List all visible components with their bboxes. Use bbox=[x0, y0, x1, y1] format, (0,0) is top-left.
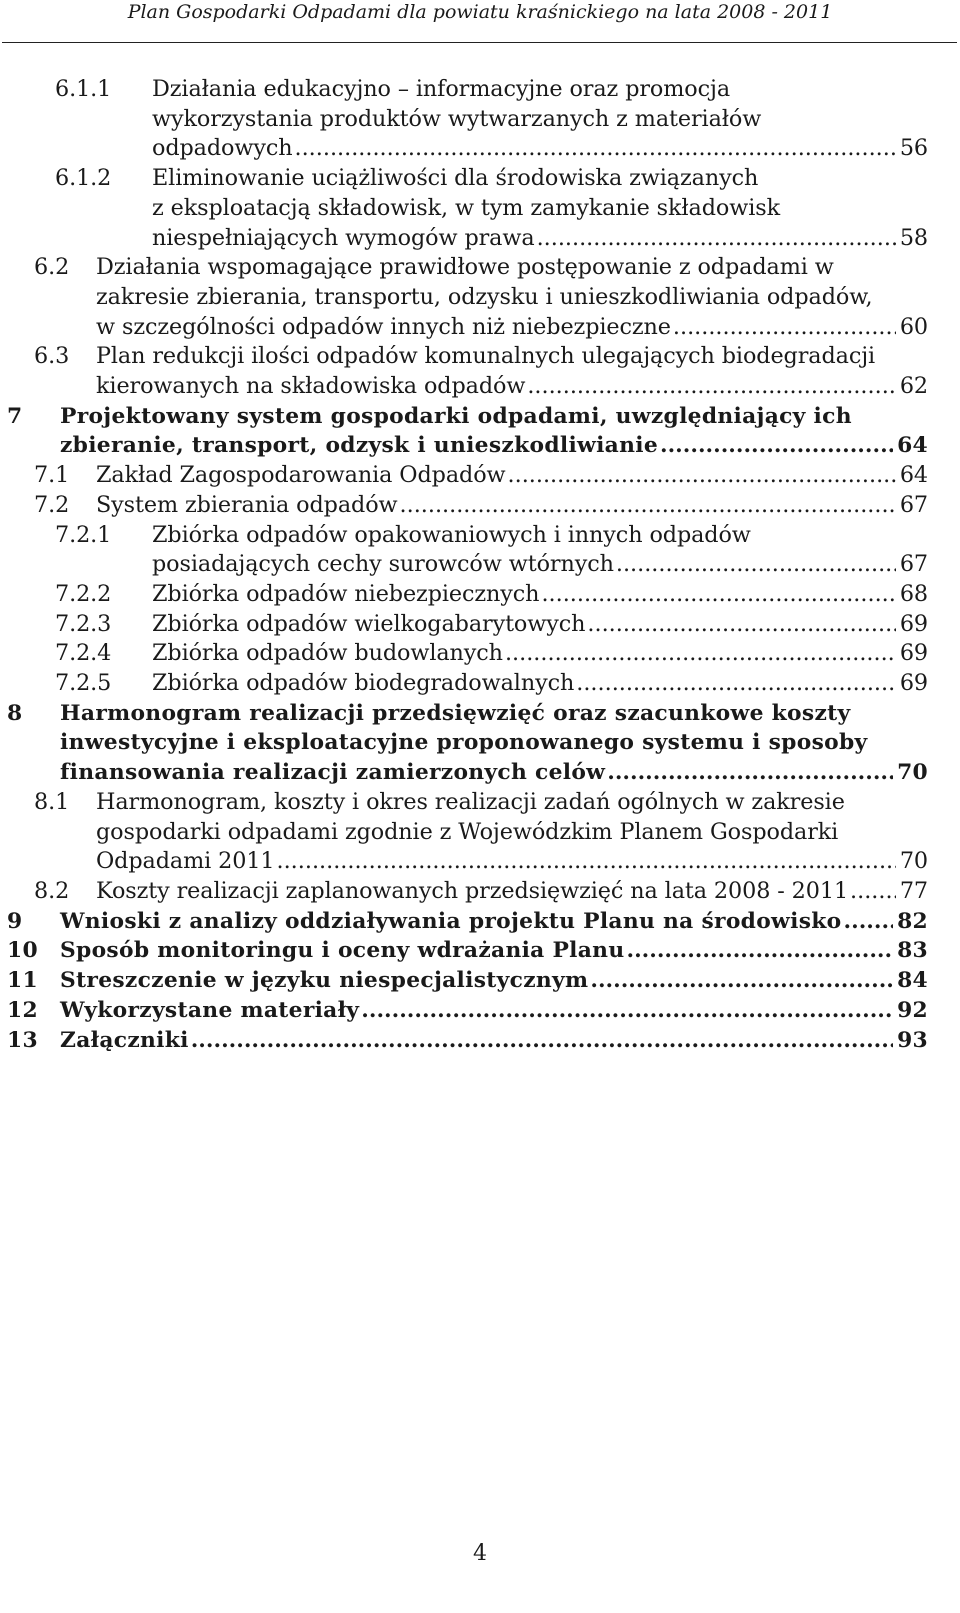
dot-leader bbox=[295, 134, 896, 164]
toc-entry-page-number: 77 bbox=[899, 877, 928, 904]
toc-entry-last-line bbox=[60, 996, 928, 1026]
toc-entry[interactable] bbox=[0, 639, 960, 669]
toc-entry-number: 7.2.1 bbox=[55, 521, 112, 548]
toc-entry-number: 6.1.2 bbox=[55, 165, 112, 192]
toc-entry-title-line: Działania edukacyjno – informacyjne oraz promocja bbox=[152, 76, 731, 102]
toc-entry-body bbox=[60, 907, 928, 937]
dot-leader bbox=[505, 639, 896, 669]
toc-entry-page-number: 70 bbox=[899, 848, 928, 875]
toc-entry-last-line bbox=[60, 758, 928, 788]
toc-entry-number: 7.1 bbox=[34, 462, 70, 489]
toc-entry[interactable] bbox=[0, 461, 960, 491]
dot-leader bbox=[587, 610, 895, 640]
toc-entry-title-line: Streszczenie w języku niespecjalistycznym bbox=[60, 968, 589, 994]
dot-leader bbox=[607, 758, 893, 788]
toc-entry-page-number: 56 bbox=[899, 135, 928, 162]
toc-entry-number: 13 bbox=[7, 1027, 38, 1053]
toc-entry-title-line: Działania wspomagające prawidłowe postępowanie z odpadami w bbox=[96, 254, 834, 281]
dot-leader bbox=[660, 431, 893, 461]
toc-entry[interactable] bbox=[0, 1026, 960, 1056]
toc-entry-title-line: Eliminowanie uciążliwości dla środowiska związanych bbox=[152, 165, 759, 192]
toc-entry-last-line bbox=[96, 372, 928, 402]
toc-entry[interactable] bbox=[0, 699, 960, 788]
toc-entry-title-line: Plan redukcji ilości odpadów komunalnych ulegających biodegradacji bbox=[96, 343, 876, 370]
toc-entry[interactable] bbox=[0, 788, 960, 877]
toc-entry-number: 6.1.1 bbox=[55, 76, 112, 102]
toc-entry-title-line: odpadowych bbox=[152, 135, 293, 162]
toc-entry-title-line: finansowania realizacji zamierzonych celów bbox=[60, 760, 606, 786]
toc-entry-title-line: Projektowany system gospodarki odpadami, uwzględniający ich bbox=[60, 403, 852, 429]
toc-entry-page-number: 64 bbox=[897, 433, 928, 459]
toc-entry-page-number: 64 bbox=[899, 462, 928, 489]
toc-entry-body bbox=[60, 966, 928, 996]
toc-entry-number: 9 bbox=[7, 908, 23, 934]
toc-entry-page-number: 67 bbox=[899, 551, 928, 578]
table-of-contents bbox=[0, 75, 960, 1055]
toc-entry-title-line: z eksploatacją składowisk, w tym zamykanie składowisk bbox=[152, 194, 781, 221]
toc-entry-body bbox=[152, 164, 928, 253]
toc-entry-title-line: inwestycyjne i eksploatacyjne proponowanego systemu i sposoby bbox=[60, 730, 868, 756]
toc-entry[interactable] bbox=[0, 402, 960, 461]
toc-entry[interactable] bbox=[0, 966, 960, 996]
toc-entry-number: 8.2 bbox=[34, 877, 70, 904]
toc-entry-title-line: niespełniających wymogów prawa bbox=[152, 224, 535, 251]
toc-entry-last-line bbox=[152, 134, 928, 164]
toc-entry-title-line: kierowanych na składowiska odpadów bbox=[96, 373, 526, 400]
toc-entry-title-line: Zakład Zagospodarowania Odpadów bbox=[96, 462, 506, 489]
toc-entry-body bbox=[96, 461, 928, 491]
dot-leader bbox=[576, 669, 896, 699]
toc-entry-title-line: Załączniki bbox=[60, 1027, 189, 1053]
toc-entry-body bbox=[60, 699, 928, 788]
toc-entry[interactable] bbox=[0, 907, 960, 937]
toc-entry-number: 7.2.2 bbox=[55, 580, 112, 607]
toc-entry-page-number: 69 bbox=[899, 610, 928, 637]
toc-entry-body bbox=[152, 580, 928, 610]
toc-entry[interactable] bbox=[0, 580, 960, 610]
toc-entry-last-line bbox=[152, 610, 928, 640]
toc-entry-title-line: zakresie zbierania, transportu, odzysku i unieszkodliwiania odpadów, bbox=[96, 283, 873, 310]
toc-entry-body bbox=[60, 936, 928, 966]
toc-entry-page-number: 70 bbox=[897, 760, 928, 786]
toc-entry-body bbox=[60, 996, 928, 1026]
toc-entry-number: 8.1 bbox=[34, 788, 70, 815]
toc-entry-last-line bbox=[152, 550, 928, 580]
toc-entry-page-number: 69 bbox=[899, 640, 928, 667]
toc-entry-page-number: 58 bbox=[899, 224, 928, 251]
toc-entry-number: 7.2.5 bbox=[55, 670, 112, 697]
toc-entry-title-line: zbieranie, transport, odzysk i unieszkodliwianie bbox=[60, 433, 658, 459]
toc-entry-number: 7.2.3 bbox=[55, 610, 112, 637]
toc-entry-last-line bbox=[152, 639, 928, 669]
toc-entry-body bbox=[60, 1026, 928, 1056]
toc-entry-last-line bbox=[96, 847, 928, 877]
toc-entry[interactable] bbox=[0, 669, 960, 699]
toc-entry-last-line bbox=[96, 313, 928, 343]
dot-leader bbox=[191, 1026, 893, 1056]
dot-leader bbox=[277, 847, 896, 877]
toc-entry-number: 11 bbox=[7, 968, 38, 994]
toc-entry[interactable] bbox=[0, 491, 960, 521]
toc-entry-page-number: 82 bbox=[897, 908, 928, 934]
toc-entry-last-line bbox=[60, 936, 928, 966]
running-header: Plan Gospodarki Odpadami dla powiatu kraśnickiego na lata 2008 - 2011 bbox=[127, 1, 833, 23]
toc-entry-body bbox=[60, 402, 928, 461]
toc-entry-number: 12 bbox=[7, 997, 38, 1023]
toc-entry-page-number: 69 bbox=[899, 670, 928, 697]
toc-entry-page-number: 60 bbox=[899, 313, 928, 340]
toc-entry[interactable] bbox=[0, 610, 960, 640]
toc-entry-last-line bbox=[60, 907, 928, 937]
toc-entry-body bbox=[96, 342, 928, 401]
toc-entry-body bbox=[152, 639, 928, 669]
dot-leader bbox=[590, 966, 893, 996]
toc-entry-page-number: 84 bbox=[897, 968, 928, 994]
toc-entry-body bbox=[96, 788, 928, 877]
dot-leader bbox=[541, 580, 895, 610]
toc-entry-title-line: Zbiórka odpadów niebezpiecznych bbox=[152, 580, 540, 607]
toc-entry-page-number: 92 bbox=[897, 997, 928, 1023]
toc-entry-title-line: Wnioski z analizy oddziaływania projektu Planu na środowisko bbox=[60, 908, 842, 934]
toc-entry-page-number: 68 bbox=[899, 580, 928, 607]
toc-entry-last-line bbox=[60, 966, 928, 996]
dot-leader bbox=[508, 461, 896, 491]
toc-entry[interactable] bbox=[0, 521, 960, 580]
toc-entry-last-line bbox=[60, 1026, 928, 1056]
toc-entry-number: 10 bbox=[7, 938, 38, 964]
toc-entry-number: 7.2 bbox=[34, 491, 70, 518]
header-rule bbox=[2, 42, 957, 43]
toc-entry-last-line bbox=[152, 580, 928, 610]
dot-leader bbox=[616, 550, 896, 580]
toc-entry-number: 7 bbox=[7, 403, 23, 429]
dot-leader bbox=[850, 877, 896, 907]
toc-entry-title-line: Sposób monitoringu i oceny wdrażania Planu bbox=[60, 938, 625, 964]
dot-leader bbox=[537, 224, 896, 254]
toc-entry-number: 8 bbox=[7, 700, 23, 726]
toc-entry-page-number: 83 bbox=[897, 938, 928, 964]
toc-entry-title-line: Odpadami 2011 bbox=[96, 848, 275, 875]
toc-entry-number: 7.2.4 bbox=[55, 640, 112, 667]
dot-leader bbox=[673, 313, 896, 343]
toc-entry-title-line: Zbiórka odpadów wielkogabarytowych bbox=[152, 610, 586, 637]
dot-leader bbox=[527, 372, 896, 402]
toc-entry-title-line: gospodarki odpadami zgodnie z Wojewódzkim Planem Gospodarki bbox=[96, 818, 839, 845]
toc-entry[interactable] bbox=[0, 342, 960, 401]
toc-entry-title-line: wykorzystania produktów wytwarzanych z materiałów bbox=[152, 105, 762, 132]
toc-entry[interactable] bbox=[0, 253, 960, 342]
toc-entry-title-line: Zbiórka odpadów budowlanych bbox=[152, 640, 503, 667]
toc-entry[interactable] bbox=[0, 996, 960, 1026]
toc-entry-number: 6.2 bbox=[34, 254, 70, 281]
toc-entry-title-line: Wykorzystane materiały bbox=[60, 997, 360, 1023]
toc-entry-last-line bbox=[152, 224, 928, 254]
toc-entry[interactable] bbox=[0, 75, 960, 164]
toc-entry-title-line: System zbierania odpadów bbox=[96, 491, 398, 518]
toc-entry-title-line: Koszty realizacji zaplanowanych przedsięwzięć na lata 2008 - 2011 bbox=[96, 877, 849, 904]
dot-leader bbox=[626, 936, 893, 966]
toc-entry-body bbox=[96, 491, 928, 521]
toc-entry-title-line: Zbiórka odpadów opakowaniowych i innych odpadów bbox=[152, 521, 751, 548]
toc-entry[interactable] bbox=[0, 164, 960, 253]
toc-entry-title-line: w szczególności odpadów innych niż niebezpieczne bbox=[96, 313, 671, 340]
dot-leader bbox=[400, 491, 896, 521]
toc-entry-last-line bbox=[60, 431, 928, 461]
toc-entry-title-line: Harmonogram realizacji przedsięwzięć oraz szacunkowe koszty bbox=[60, 700, 851, 726]
toc-entry-body bbox=[152, 521, 928, 580]
dot-leader bbox=[844, 907, 894, 937]
toc-entry-body bbox=[152, 610, 928, 640]
toc-entry-last-line bbox=[96, 491, 928, 521]
toc-entry-body bbox=[96, 253, 928, 342]
toc-entry-body bbox=[152, 75, 928, 164]
toc-entry[interactable] bbox=[0, 936, 960, 966]
toc-entry-title-line: posiadających cechy surowców wtórnych bbox=[152, 551, 614, 578]
toc-entry-last-line bbox=[96, 461, 928, 491]
toc-entry-page-number: 93 bbox=[897, 1027, 928, 1053]
toc-entry-body bbox=[152, 669, 928, 699]
toc-entry-body bbox=[96, 877, 928, 907]
page-number: 4 bbox=[473, 1541, 487, 1566]
toc-entry-page-number: 62 bbox=[899, 373, 928, 400]
toc-entry-page-number: 67 bbox=[899, 491, 928, 518]
toc-entry-title-line: Harmonogram, koszty i okres realizacji zadań ogólnych w zakresie bbox=[96, 788, 845, 815]
dot-leader bbox=[361, 996, 893, 1026]
toc-entry-title-line: Zbiórka odpadów biodegradowalnych bbox=[152, 670, 575, 697]
toc-entry-number: 6.3 bbox=[34, 343, 70, 370]
toc-entry-last-line bbox=[152, 669, 928, 699]
toc-entry-last-line bbox=[96, 877, 928, 907]
toc-entry[interactable] bbox=[0, 877, 960, 907]
